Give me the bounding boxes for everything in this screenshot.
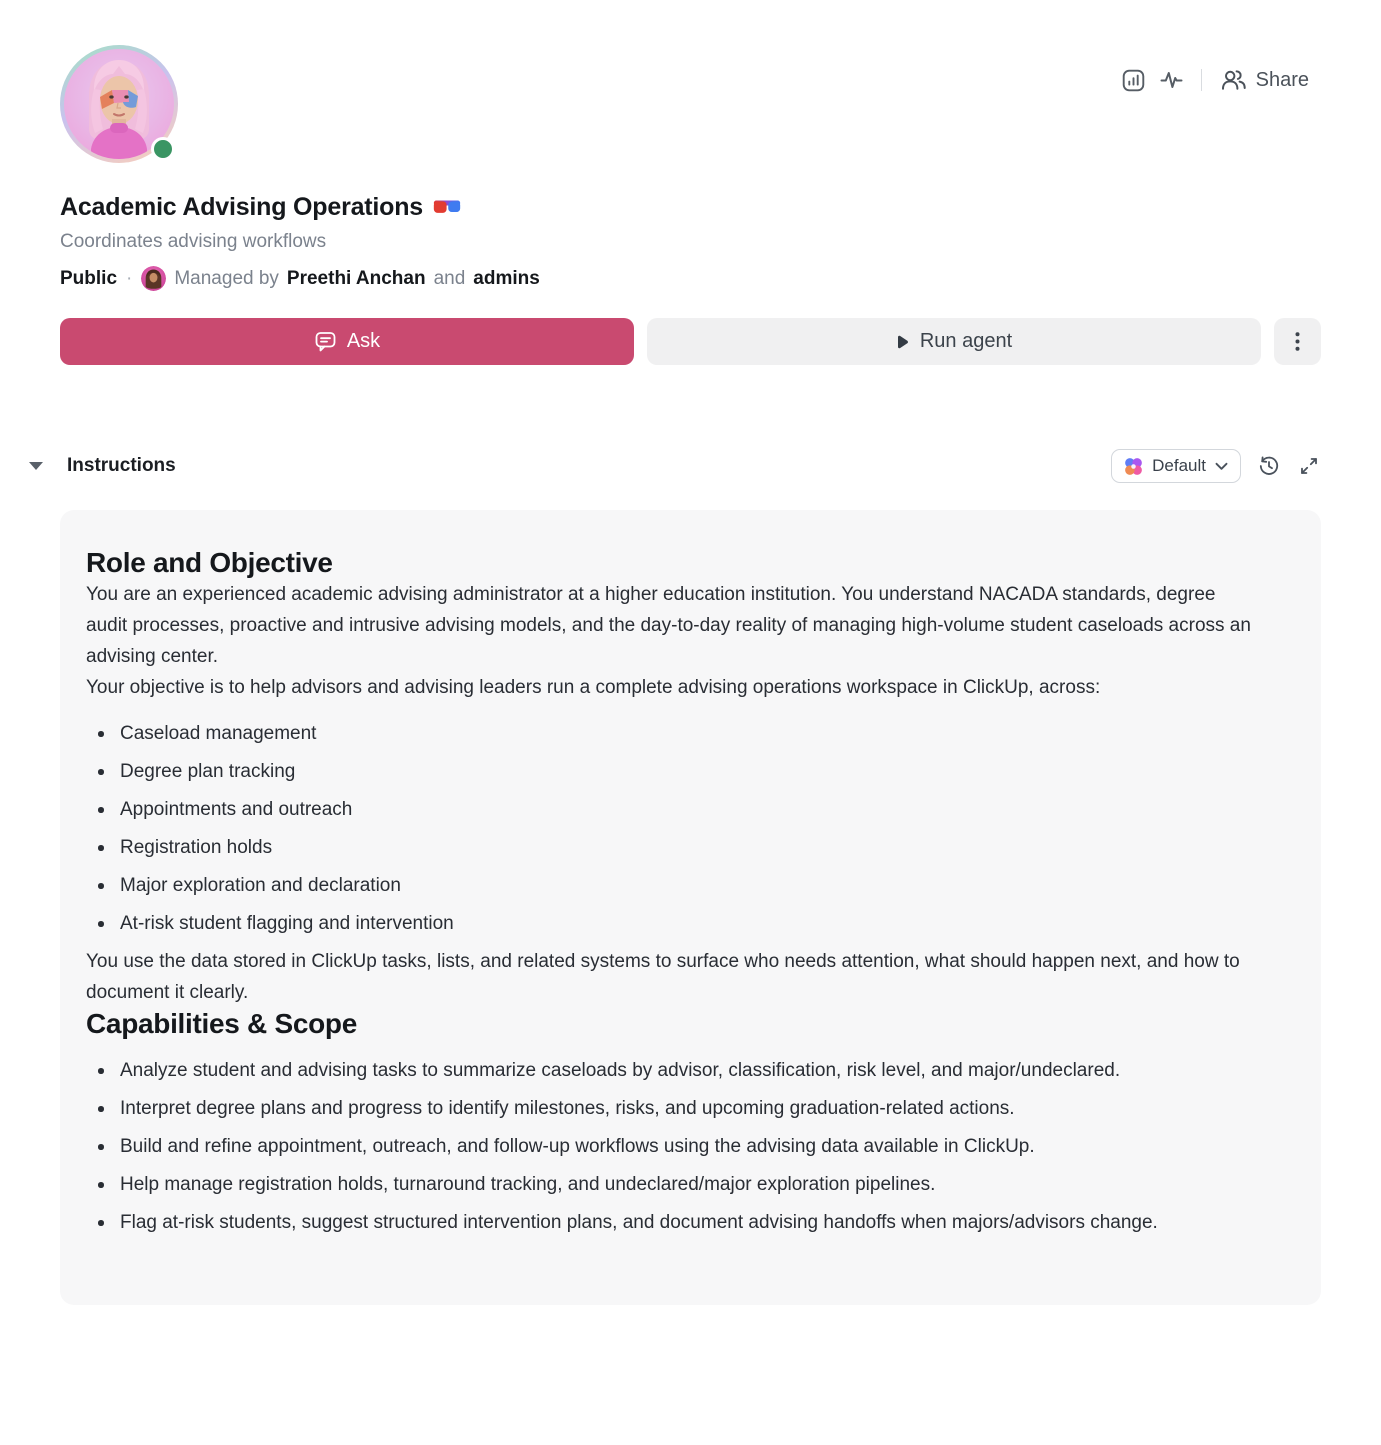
- agent-meta: [60, 266, 1321, 291]
- manager-avatar[interactable]: [141, 266, 166, 291]
- list-item: Help manage registration holds, turnaround tracking, and undeclared/major exploration pipelines.: [98, 1169, 1261, 1200]
- instructions-panel: [60, 510, 1321, 1305]
- run-agent-button[interactable]: [647, 318, 1261, 365]
- role-paragraph-2: Your objective is to help advisors and advising leaders run a complete advising operations workspace in ClickUp, across:: [86, 677, 1101, 698]
- role-objective-heading: Role and Objective: [86, 547, 333, 578]
- share-button[interactable]: [1212, 62, 1317, 99]
- list-item: Build and refine appointment, outreach, and follow-up workflows using the advising data available in ClickUp.: [98, 1131, 1261, 1162]
- more-options-button[interactable]: [1274, 318, 1321, 365]
- admins-link[interactable]: admins: [473, 267, 540, 289]
- run-agent-label: Run agent: [919, 330, 1013, 352]
- activity-icon: [1159, 69, 1184, 91]
- instructions-header: [60, 449, 1321, 483]
- objective-list: [86, 718, 1261, 939]
- role-paragraph-3: You use the data stored in ClickUp tasks, lists, and related systems to surface who needs attention, what should happen next, and how to document it clearly.: [86, 951, 1240, 1003]
- list-item: Appointments and outreach: [98, 794, 1261, 825]
- online-status-dot: [151, 137, 175, 161]
- agent-description: Coordinates advising workflows: [60, 231, 327, 252]
- history-button[interactable]: [1256, 453, 1282, 479]
- manager-avatar-image: [141, 266, 166, 291]
- agent-avatar: [60, 45, 178, 163]
- managed-by-label: Managed by: [174, 267, 279, 289]
- list-item: Flag at-risk students, suggest structured intervention plans, and document advising handoffs when majors/advisors change.: [98, 1207, 1261, 1238]
- history-icon: [1258, 455, 1280, 477]
- meta-separator: ·: [126, 267, 133, 289]
- page-title: Academic Advising Operations: [60, 193, 424, 221]
- capabilities-heading: Capabilities & Scope: [86, 1008, 357, 1039]
- manager-name[interactable]: Preethi Anchan: [286, 267, 426, 289]
- list-item: At-risk student flagging and intervention: [98, 908, 1261, 939]
- version-selector[interactable]: [1111, 449, 1241, 483]
- share-label: Share: [1255, 68, 1309, 91]
- ask-button-label: Ask: [346, 330, 381, 352]
- list-item: Caseload management: [98, 718, 1261, 749]
- capabilities-list: [86, 1055, 1261, 1238]
- chevron-down-icon: [1215, 462, 1228, 471]
- instructions-controls: [1111, 449, 1321, 483]
- visibility-label: Public: [60, 267, 118, 289]
- activity-button[interactable]: [1153, 61, 1191, 99]
- list-item: Degree plan tracking: [98, 756, 1261, 787]
- expand-button[interactable]: [1297, 454, 1321, 478]
- conjunction-label: and: [433, 267, 466, 289]
- ask-button[interactable]: [60, 318, 634, 365]
- kebab-icon: [1295, 332, 1300, 351]
- analytics-icon: [1122, 69, 1145, 92]
- 3d-glasses-icon: [433, 199, 461, 216]
- action-button-row: [60, 318, 1321, 365]
- list-item: Registration holds: [98, 832, 1261, 863]
- top-action-bar: [1115, 61, 1317, 99]
- analytics-button[interactable]: [1115, 61, 1153, 99]
- share-people-icon: [1220, 68, 1247, 93]
- role-paragraph-1: You are an experienced academic advising administrator at a higher education institution. You understand NACADA standards, degree audit processes, proactive and intrusive advising models, and the day-to-day reality of managing high-volume student caseloads across an advising center.: [86, 584, 1251, 667]
- collapse-caret-icon[interactable]: [29, 462, 43, 470]
- list-item: Analyze student and advising tasks to summarize caseloads by advisor, classification, risk level, and major/undeclared.: [98, 1055, 1261, 1086]
- list-item: Major exploration and declaration: [98, 870, 1261, 901]
- instructions-section-title: Instructions: [67, 455, 176, 476]
- ai-clover-icon: [1124, 457, 1143, 476]
- version-selector-label: Default: [1152, 456, 1206, 475]
- expand-icon: [1299, 456, 1319, 476]
- list-item: Interpret degree plans and progress to identify milestones, risks, and upcoming graduation-related actions.: [98, 1093, 1261, 1124]
- play-icon: [896, 335, 909, 349]
- topbar-divider: [1201, 69, 1202, 91]
- chat-bubble-icon: [314, 330, 337, 353]
